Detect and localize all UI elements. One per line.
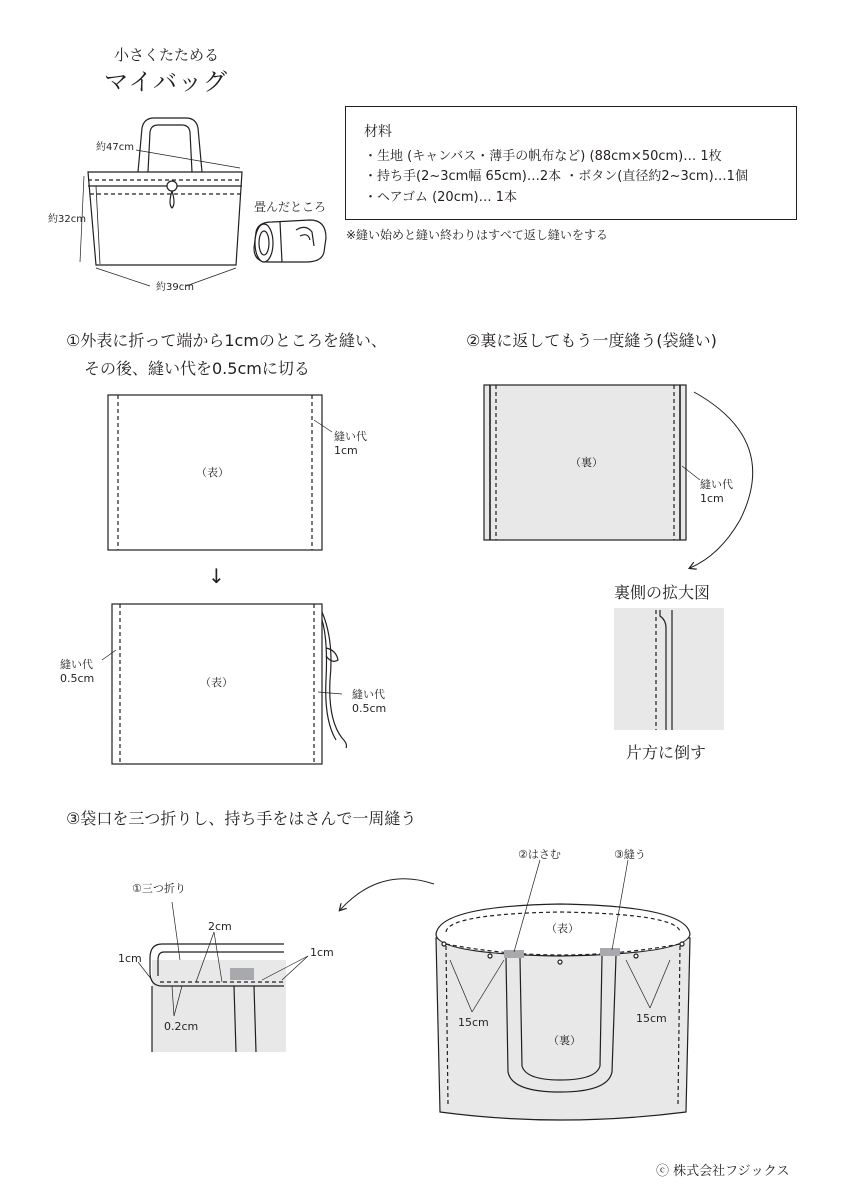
step2-seam-size: 1cm bbox=[700, 492, 724, 505]
page-title: マイバッグ bbox=[104, 68, 229, 96]
bag-height-label: 約32cm bbox=[48, 214, 86, 225]
folded-label: 畳んだところ bbox=[254, 200, 327, 214]
materials-heading: 材料 bbox=[364, 124, 392, 140]
step2-seam-label: 縫い代 bbox=[700, 478, 733, 491]
bag-width-label: 約47cm bbox=[96, 142, 134, 153]
dim-15cm-left: 15cm bbox=[458, 1016, 489, 1029]
dim-1cm-left: 1cm bbox=[118, 952, 142, 965]
materials-item: ・生地 (キャンバス・薄手の帆布など) (88cm×50cm)… 1枚 bbox=[364, 149, 722, 164]
step3-bag bbox=[436, 860, 690, 1120]
step1-seam-label: 縫い代 bbox=[334, 430, 367, 443]
dim-1cm-right: 1cm bbox=[310, 946, 334, 959]
dim-02cm: 0.2cm bbox=[164, 1020, 199, 1033]
sew-label: ③縫う bbox=[614, 848, 646, 861]
step1-seam-size: 1cm bbox=[334, 444, 358, 457]
zoom-caption: 片方に倒す bbox=[626, 743, 707, 762]
folded-bag-drawing bbox=[254, 220, 326, 262]
materials-item: ・持ち手(2~3cm幅 65cm)…2本 ・ボタン(直径約2~3cm)…1個 bbox=[364, 169, 748, 184]
step3-front-label: （表） bbox=[546, 922, 579, 935]
step1-right-seam-size: 0.5cm bbox=[352, 702, 387, 715]
dim-2cm: 2cm bbox=[208, 920, 232, 933]
copyright: ⓒ 株式会社フジックス bbox=[656, 1164, 790, 1179]
step2-title: ②裏に返してもう一度縫う(袋縫い) bbox=[466, 331, 717, 350]
step1-title-line1: ①外表に折って端から1cmのところを縫い、 bbox=[66, 331, 387, 350]
zoom-title: 裏側の拡大図 bbox=[614, 583, 711, 602]
down-arrow-icon: ↓ bbox=[208, 564, 225, 588]
step2-back-label: （裏） bbox=[570, 456, 603, 469]
step3-title: ③袋口を三つ折りし、持ち手をはさんで一周縫う bbox=[66, 809, 417, 828]
zoom-panel bbox=[614, 608, 724, 730]
step1-right-seam-label: 縫い代 bbox=[352, 688, 385, 701]
materials-note: ※縫い始めと縫い終わりはすべて返し縫いをする bbox=[346, 228, 608, 242]
step1-left-seam-label: 縫い代 bbox=[60, 658, 93, 671]
step3-back-label: （裏） bbox=[548, 1034, 581, 1047]
bag-bottom-label: 約39cm bbox=[156, 282, 194, 293]
fold-label: ①三つ折り bbox=[132, 882, 186, 895]
subtitle: 小さくたためる bbox=[114, 46, 220, 64]
materials-box bbox=[345, 106, 797, 220]
step2-panel bbox=[484, 385, 753, 568]
step1-left-seam-size: 0.5cm bbox=[60, 672, 95, 685]
materials-item: ・ヘアゴム (20cm)… 1本 bbox=[364, 190, 517, 205]
dim-15cm-right: 15cm bbox=[636, 1012, 667, 1025]
insert-label: ②はさむ bbox=[518, 848, 561, 861]
step1-title-line2: その後、縫い代を0.5cmに切る bbox=[84, 359, 310, 378]
step1-front-label-2: （表） bbox=[200, 676, 233, 689]
step1-front-label: （表） bbox=[196, 466, 229, 479]
